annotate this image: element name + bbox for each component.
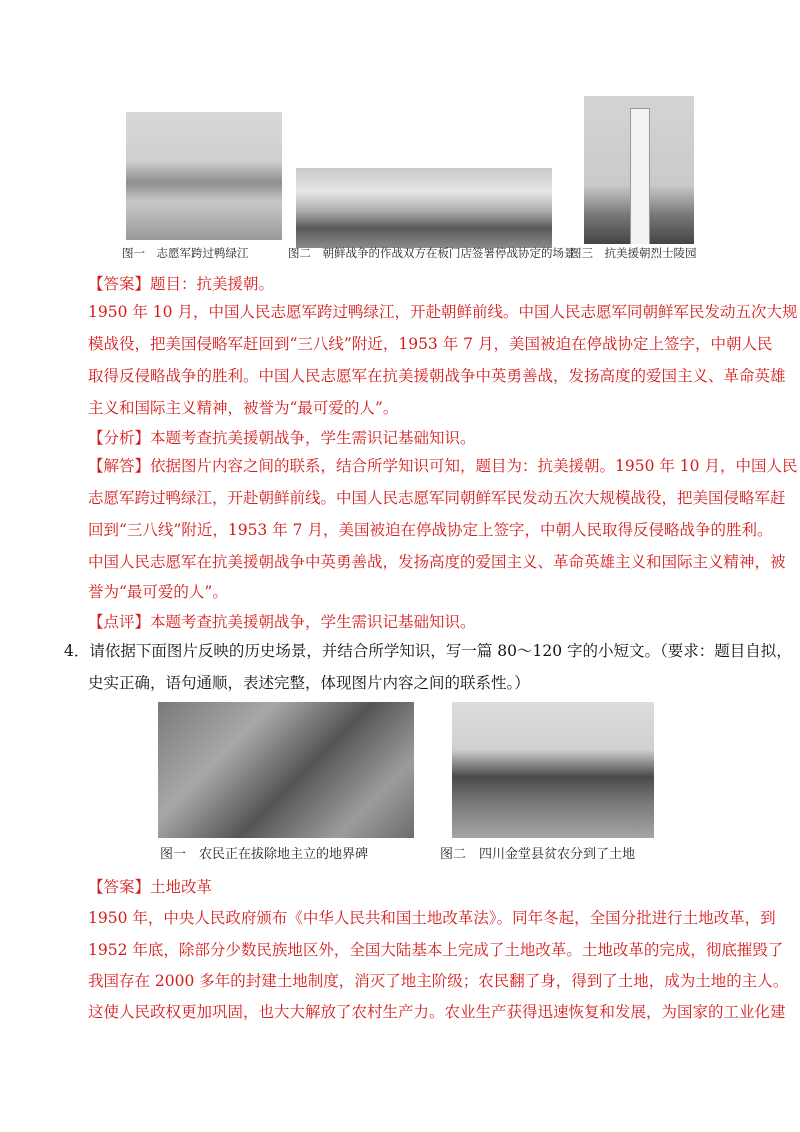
answer-text-line: 1950 年，中央人民政府颁布《中华人民共和国土地改革法》。同年冬起，全国分批进行土地改革，到 bbox=[88, 909, 776, 927]
comment-line: 【点评】本题考查抗美援朝战争，学生需识记基础知识。 bbox=[88, 613, 476, 631]
answer-text-line: 我国存在 2000 多年的封建土地制度，消灭了地主阶级；农民翻了身，得到了土地，成为土地的主人。 bbox=[88, 972, 789, 990]
solution-line: 回到“三八线”附近，1953 年 7 月，美国被迫在停战协定上签字，中朝人民取得反侵略战争的胜利。 bbox=[88, 521, 773, 539]
answer-text-line: 取得反侵略战争的胜利。中国人民志愿军在抗美援朝战争中英勇善战，发扬高度的爱国主义、革命英雄 bbox=[88, 367, 786, 385]
figure-set-land-reform bbox=[156, 696, 656, 864]
analysis-line: 【分析】本题考查抗美援朝战争，学生需识记基础知识。 bbox=[88, 429, 476, 447]
answer-text-line: 1950 年 10 月，中国人民志愿军跨过鸭绿江，开赴朝鲜前线。中国人民志愿军同朝鲜军民发动五次大规 bbox=[88, 303, 798, 321]
answer-text-line: 主义和国际主义精神，被誉为“最可爱的人”。 bbox=[88, 399, 399, 417]
photo-armistice-signing bbox=[296, 168, 552, 248]
question-4-line: 史实正确，语句通顺，表述完整，体现图片内容之间的联系性。） bbox=[88, 674, 530, 692]
answer-label-line: 【答案】题目：抗美援朝。 bbox=[88, 275, 275, 293]
caption-fig1: 图一 志愿军跨过鸭绿江 bbox=[122, 246, 249, 260]
monument-obelisk bbox=[630, 108, 650, 244]
solution-line: 【解答】依据图片内容之间的联系，结合所学知识可知，题目为：抗美援朝。1950 年 10 月，中国人民 bbox=[88, 457, 798, 475]
answer-text-line: 这使人民政权更加巩固，也大大解放了农村生产力。农业生产获得迅速恢复和发展，为国家的工业化建 bbox=[88, 1003, 786, 1021]
caption-fig2: 图二 四川金堂县贫农分到了土地 bbox=[440, 847, 636, 862]
photo-martyrs-cemetery bbox=[584, 96, 694, 244]
caption-fig3: 图三 抗美援朝烈士陵园 bbox=[570, 246, 697, 260]
solution-line: 中国人民志愿军在抗美援朝战争中英勇善战，发扬高度的爱国主义、革命英雄主义和国际主义精神，被 bbox=[88, 553, 786, 571]
figure-captions-row bbox=[122, 244, 698, 262]
solution-line: 志愿军跨过鸭绿江，开赴朝鲜前线。中国人民志愿军同朝鲜军民发动五次大规模战役，把美国侵略军赶 bbox=[88, 489, 786, 507]
solution-line: 誉为“最可爱的人”。 bbox=[88, 583, 228, 601]
caption-fig2: 图二 朝鲜战争的作战双方在板门店签署停战协定的场景 bbox=[288, 246, 576, 260]
photo-poor-peasants-receiving-land bbox=[452, 702, 654, 838]
figure-set-korean-war bbox=[122, 96, 698, 264]
photo-volunteers-crossing-yalu bbox=[126, 112, 282, 240]
figure-captions-row bbox=[156, 842, 656, 862]
question-4-line: 4．请依据下面图片反映的历史场景，并结合所学知识，写一篇 80～120 字的小短文。（要求：题目自拟， bbox=[64, 642, 792, 660]
answer-text-line: 模战役，把美国侵略军赶回到“三八线”附近，1953 年 7 月，美国被迫在停战协定上签字，中朝人民 bbox=[88, 335, 773, 353]
answer-label-line: 【答案】土地改革 bbox=[88, 878, 213, 896]
answer-text-line: 1952 年底，除部分少数民族地区外，全国大陆基本上完成了土地改革。土地改革的完成，彻底摧毁了 bbox=[88, 941, 784, 959]
caption-fig1: 图一 农民正在拔除地主立的地界碑 bbox=[160, 847, 369, 862]
photo-farmers-removing-boundary-stone bbox=[158, 702, 414, 838]
